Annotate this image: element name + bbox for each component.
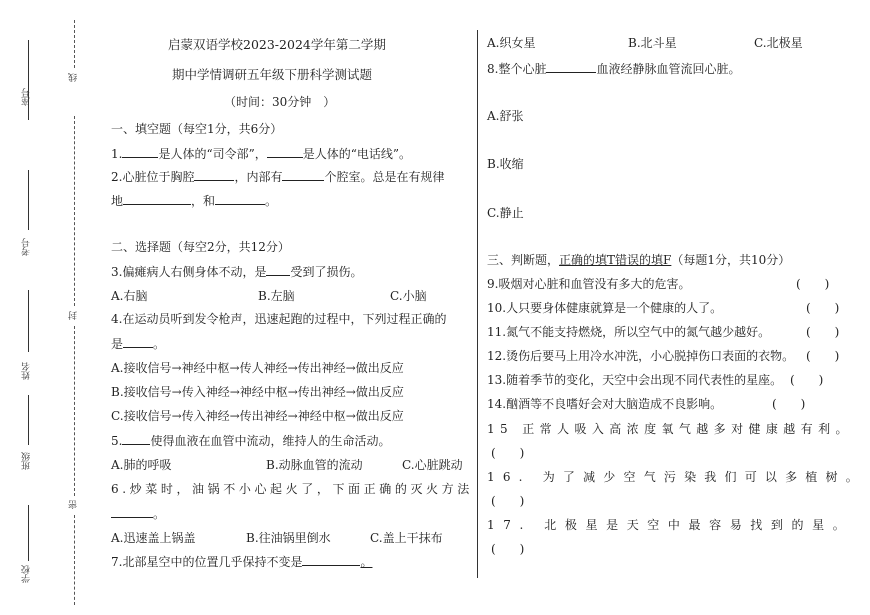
question-2-line1 <box>111 168 444 185</box>
q1-number: 1. <box>111 147 123 161</box>
section3-title-underlined: 正确的填T错误的填F <box>559 253 672 267</box>
question-11: 11.氮气不能支持燃烧，所以空气中的氮气越少越好。 <box>487 325 771 339</box>
question-6-line2 <box>111 505 165 522</box>
q3-text: 3.偏瘫病人右侧身体不动，是 <box>111 265 267 279</box>
question-3 <box>111 263 362 280</box>
name-field-line <box>28 290 29 352</box>
seal-feng-mark: 封 <box>69 311 79 320</box>
q3-text-end: 受到了损伤。 <box>290 265 363 279</box>
q8-option-b[interactable]: B.收缩 <box>487 157 524 171</box>
q5-blank[interactable] <box>122 432 150 445</box>
q3-option-a[interactable]: A.右脑 <box>111 289 148 303</box>
section1-title: 一、填空题（每空1分，共6分） <box>111 122 283 136</box>
q6-option-b[interactable]: B.往油锅里倒水 <box>246 531 331 545</box>
section2-title: 二、选择题（每空2分，共12分） <box>111 240 290 254</box>
q12-answer-paren[interactable]: ( ) <box>806 349 840 363</box>
q3-blank[interactable] <box>266 263 290 276</box>
q11-answer-paren[interactable]: ( ) <box>806 325 840 339</box>
q17-answer-paren[interactable]: ( ) <box>491 542 525 556</box>
question-10: 10.人只要身体健康就算是一个健康的人了。 <box>487 301 723 315</box>
q7-text: 7.北部星空中的位置几乎保持不变是 <box>111 555 303 569</box>
q2-blank-2[interactable] <box>282 168 324 181</box>
section3-title-pre: 三、判断题， <box>487 253 560 267</box>
question-2-line2 <box>111 192 277 209</box>
question-4-line2 <box>111 335 165 352</box>
q6-option-a[interactable]: A.迅速盖上锅盖 <box>111 531 196 545</box>
seal-dashed-line-low <box>74 326 75 496</box>
question-4-line1: 4.在运动员听到发令枪声，迅速起跑的过程中，下列过程正确的 <box>111 312 447 326</box>
name-label: 姓名 <box>22 362 32 380</box>
question-17: 17. 北极星是天空中最容易找到的星。 <box>487 518 854 532</box>
q6-blank[interactable] <box>111 505 153 518</box>
question-9: 9.吸烟对心脏和血管没有多大的危害。 <box>487 277 691 291</box>
exam-no-field-line <box>28 170 29 230</box>
seal-dashed-line-top <box>74 20 75 68</box>
q7-blank[interactable] <box>302 553 360 566</box>
q7-option-a[interactable]: A.织女星 <box>487 36 536 50</box>
column-divider <box>477 30 478 578</box>
q2-blank-4[interactable] <box>215 192 265 205</box>
q6-text-end: 。 <box>153 507 166 521</box>
q13-answer-paren[interactable]: ( ) <box>790 373 824 387</box>
q7-option-b[interactable]: B.北斗星 <box>628 36 677 50</box>
q1-text-2: 是人体的“电话线”。 <box>302 147 412 161</box>
seat-field-line <box>28 40 29 120</box>
question-16: 16. 为了减少空气污染我们可以多植树。 <box>487 470 866 484</box>
question-15: 15 正常人吸入高浓度氧气越多对健康越有利。 <box>487 422 853 436</box>
q4-text-end: 。 <box>153 337 166 351</box>
q2-text-3: 个腔室。总是在有规律 <box>324 170 445 184</box>
exam-title-line2: 期中学情调研五年级下册科学测试题 <box>172 67 373 82</box>
q5-option-c[interactable]: C.心脏跳动 <box>402 458 463 472</box>
school-label: 学校 <box>22 565 32 583</box>
q7-text-end: 。 <box>360 555 373 569</box>
q2-text-2: ，内部有 <box>234 170 283 184</box>
q2-text-5: ，和 <box>191 194 216 208</box>
seat-label: 座号 <box>22 88 32 106</box>
q16-answer-paren[interactable]: ( ) <box>491 494 525 508</box>
exam-time: （时间：30分钟 ） <box>224 95 336 109</box>
seal-mi-mark: 密 <box>69 500 79 509</box>
question-6-line1: 6.炒菜时，油锅不小心起火了，下面正确的灭火方法 <box>111 482 473 496</box>
q5-option-b[interactable]: B.动脉血管的流动 <box>266 458 363 472</box>
seal-xian-mark: 线 <box>69 73 79 82</box>
q8-text-2: 血液经静脉血管流回心脏。 <box>596 62 741 76</box>
q4-text-2: 是 <box>111 337 124 351</box>
q7-option-c[interactable]: C.北极星 <box>754 36 803 50</box>
exam-title-line1: 启蒙双语学校2023-2024学年第二学期 <box>168 37 386 52</box>
q2-text-4: 地 <box>111 194 124 208</box>
q9-answer-paren[interactable]: ( ) <box>796 277 830 291</box>
section3-title-post: （每题1分，共10分） <box>671 253 791 267</box>
seal-dashed-line-mid <box>74 116 75 306</box>
q2-blank-3[interactable] <box>123 192 191 205</box>
question-5 <box>111 432 390 449</box>
q1-blank-2[interactable] <box>267 145 303 158</box>
q3-option-b[interactable]: B.左脑 <box>258 289 295 303</box>
question-13: 13.随着季节的变化，天空中会出现不同代表性的星座。 <box>487 373 783 387</box>
q15-answer-paren[interactable]: ( ) <box>491 446 525 460</box>
exam-no-label: 考号 <box>22 238 32 256</box>
q5-number: 5. <box>111 434 123 448</box>
q8-option-c[interactable]: C.静止 <box>487 206 524 220</box>
q8-blank[interactable] <box>546 60 596 73</box>
q6-option-c[interactable]: C.盖上干抹布 <box>370 531 443 545</box>
q1-blank-1[interactable] <box>122 145 158 158</box>
q5-text: 使得血液在血管中流动，维持人的生命活动。 <box>150 434 391 448</box>
question-8 <box>487 60 740 77</box>
q8-option-a[interactable]: A.舒张 <box>487 109 524 123</box>
q8-text-1: 8.整个心脏 <box>487 62 547 76</box>
q1-text-1: 是人体的“司令部”， <box>158 147 267 161</box>
section3-title <box>487 252 790 268</box>
q4-option-a[interactable]: A.接收信号→神经中枢→传人神经→传出神经→做出反应 <box>111 361 404 375</box>
question-14: 14.酗酒等不良嗜好会对大脑造成不良影响。 <box>487 397 723 411</box>
question-1 <box>111 145 411 162</box>
q14-answer-paren[interactable]: ( ) <box>772 397 806 411</box>
q3-option-c[interactable]: C.小脑 <box>390 289 427 303</box>
class-label: 班级 <box>22 452 32 470</box>
q4-option-b[interactable]: B.接收信号→传入神经→神经中枢→传出神经→做出反应 <box>111 385 404 399</box>
q2-blank-1[interactable] <box>194 168 234 181</box>
q4-blank[interactable] <box>123 335 153 348</box>
question-12: 12.烫伤后要马上用冷水冲洗，小心脱掉伤口表面的衣物。 <box>487 349 795 363</box>
q10-answer-paren[interactable]: ( ) <box>806 301 840 315</box>
question-7 <box>111 553 372 570</box>
q2-text-1: 2.心脏位于胸腔 <box>111 170 195 184</box>
q4-option-c[interactable]: C.接收信号→传入神经→传出神经→神经中枢→做出反应 <box>111 409 404 423</box>
class-field-line <box>28 395 29 445</box>
school-field-line <box>28 505 29 561</box>
q5-option-a[interactable]: A.肺的呼吸 <box>111 458 172 472</box>
seal-dashed-line-bottom <box>74 515 75 605</box>
q2-text-6: 。 <box>265 194 278 208</box>
